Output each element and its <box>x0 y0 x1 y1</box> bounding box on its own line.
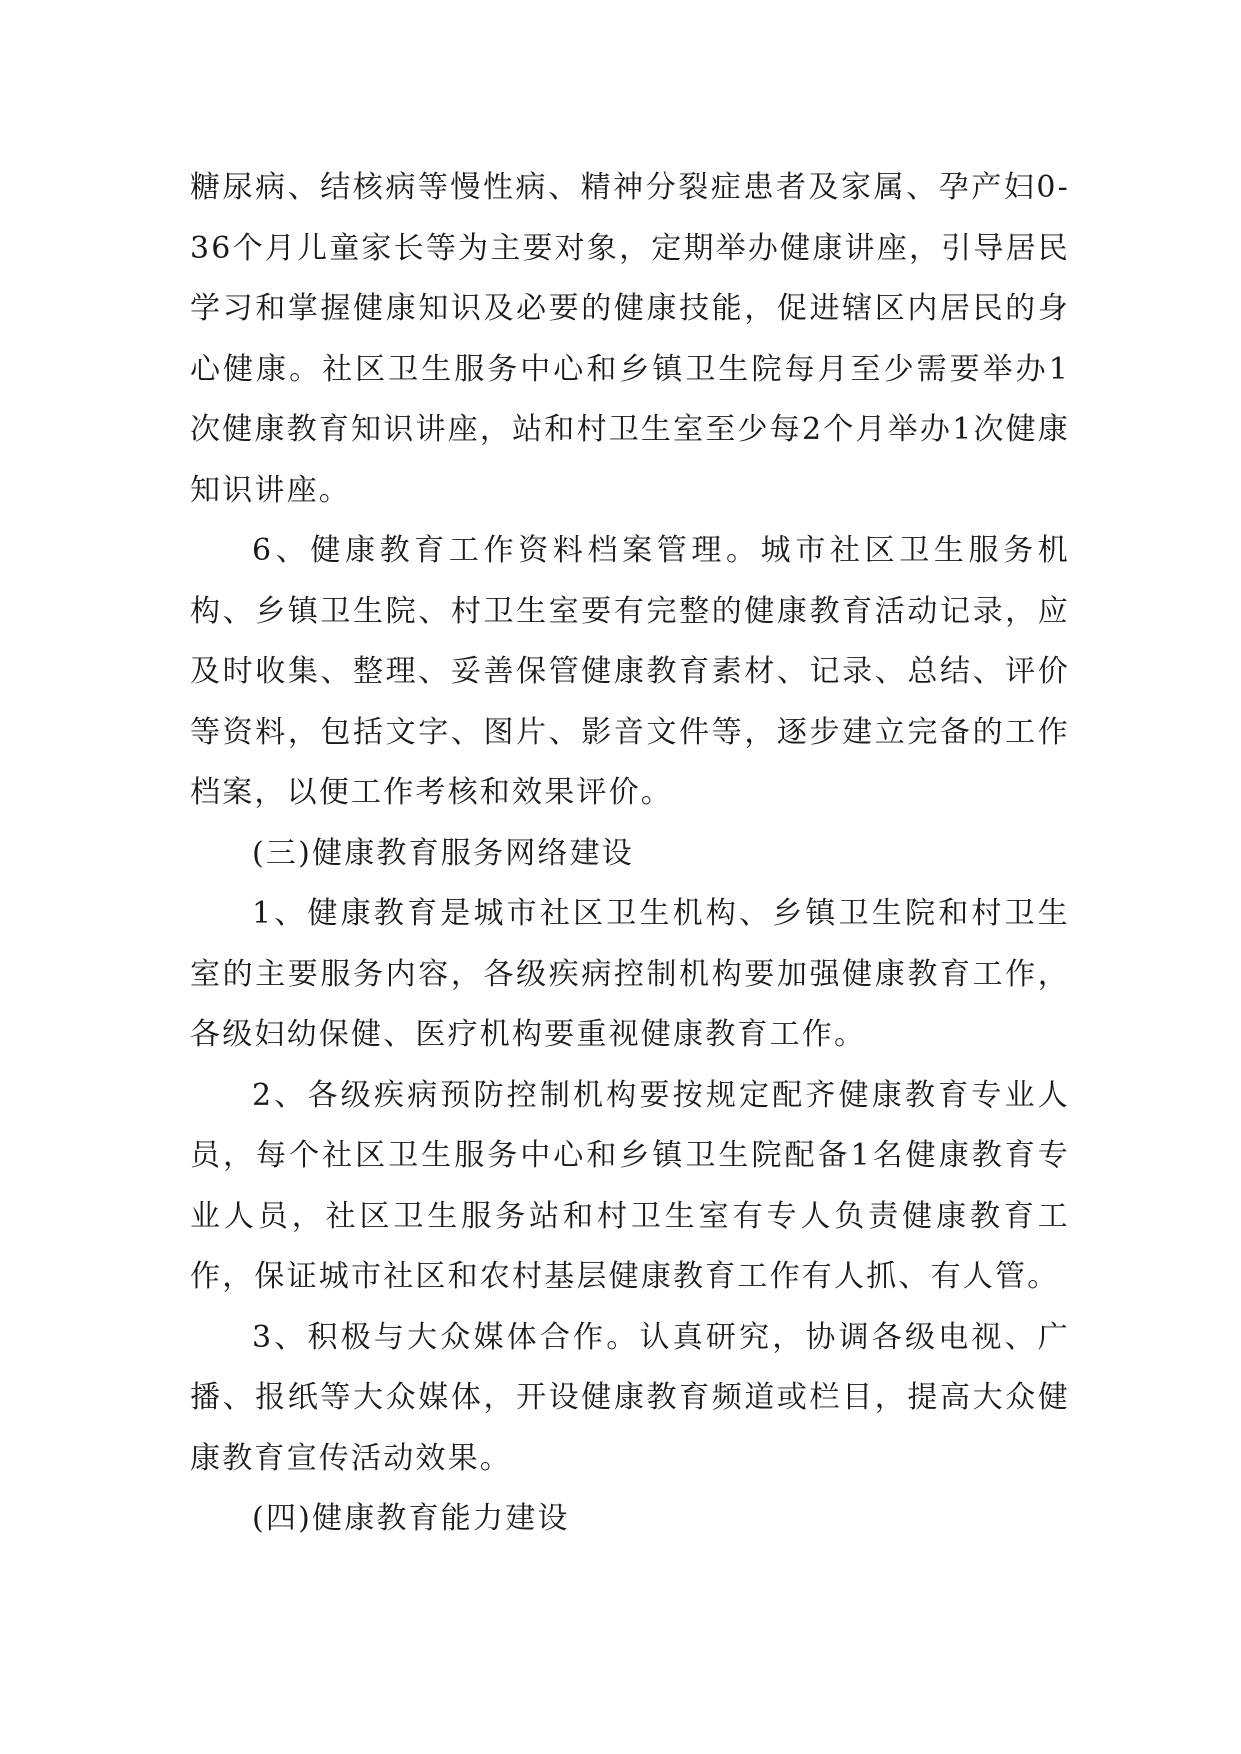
paragraph-item-1-service-content: 1、健康教育是城市社区卫生机构、乡镇卫生院和村卫生室的主要服务内容，各级疾病控制机构要加强健康教育工作，各级妇幼保健、医疗机构要重视健康教育工作。 <box>190 896 1070 1052</box>
section-heading-3-service-network: (三)健康教育服务网络建设 <box>252 835 635 871</box>
section-heading-4-capacity-building: (四)健康教育能力建设 <box>252 1501 570 1536</box>
paragraph-continued-target-groups: 糖尿病、结核病等慢性病、精神分裂症患者及家属、孕产妇0-36个月儿童家长等为主要对象，定期举办健康讲座，引导居民学习和掌握健康知识及必要的健康技能，促进辖区内居民的身心健康。社区卫生服务中心和乡镇卫生院每月至少需要举办1次健康教育知识讲座，站和村卫生室至少每2个月举办1次健康知识讲座。 <box>190 170 1070 508</box>
paragraph-item-3-media-cooperation: 3、积极与大众媒体合作。认真研究，协调各级电视、广播、报纸等大众媒体，开设健康教育频道或栏目，提高大众健康教育宣传活动效果。 <box>190 1319 1070 1476</box>
paragraph-item-2-staffing: 2、各级疾病预防控制机构要按规定配齐健康教育专业人员，每个社区卫生服务中心和乡镇卫生院配备1名健康教育专业人员，社区卫生服务站和村卫生室有专人负责健康教育工作，保证城市社区和农村基层健康教育工作有人抓、有人管。 <box>190 1077 1070 1294</box>
document-body <box>190 158 1070 1550</box>
paragraph-item-6-archive-management: 6、健康教育工作资料档案管理。城市社区卫生服务机构、乡镇卫生院、村卫生室要有完整的健康教育活动记录，应及时收集、整理、妥善保管健康教育素材、记录、总结、评价等资料，包括文字、图片、影音文件等，逐步建立完备的工作档案，以便工作考核和效果评价。 <box>190 533 1070 810</box>
